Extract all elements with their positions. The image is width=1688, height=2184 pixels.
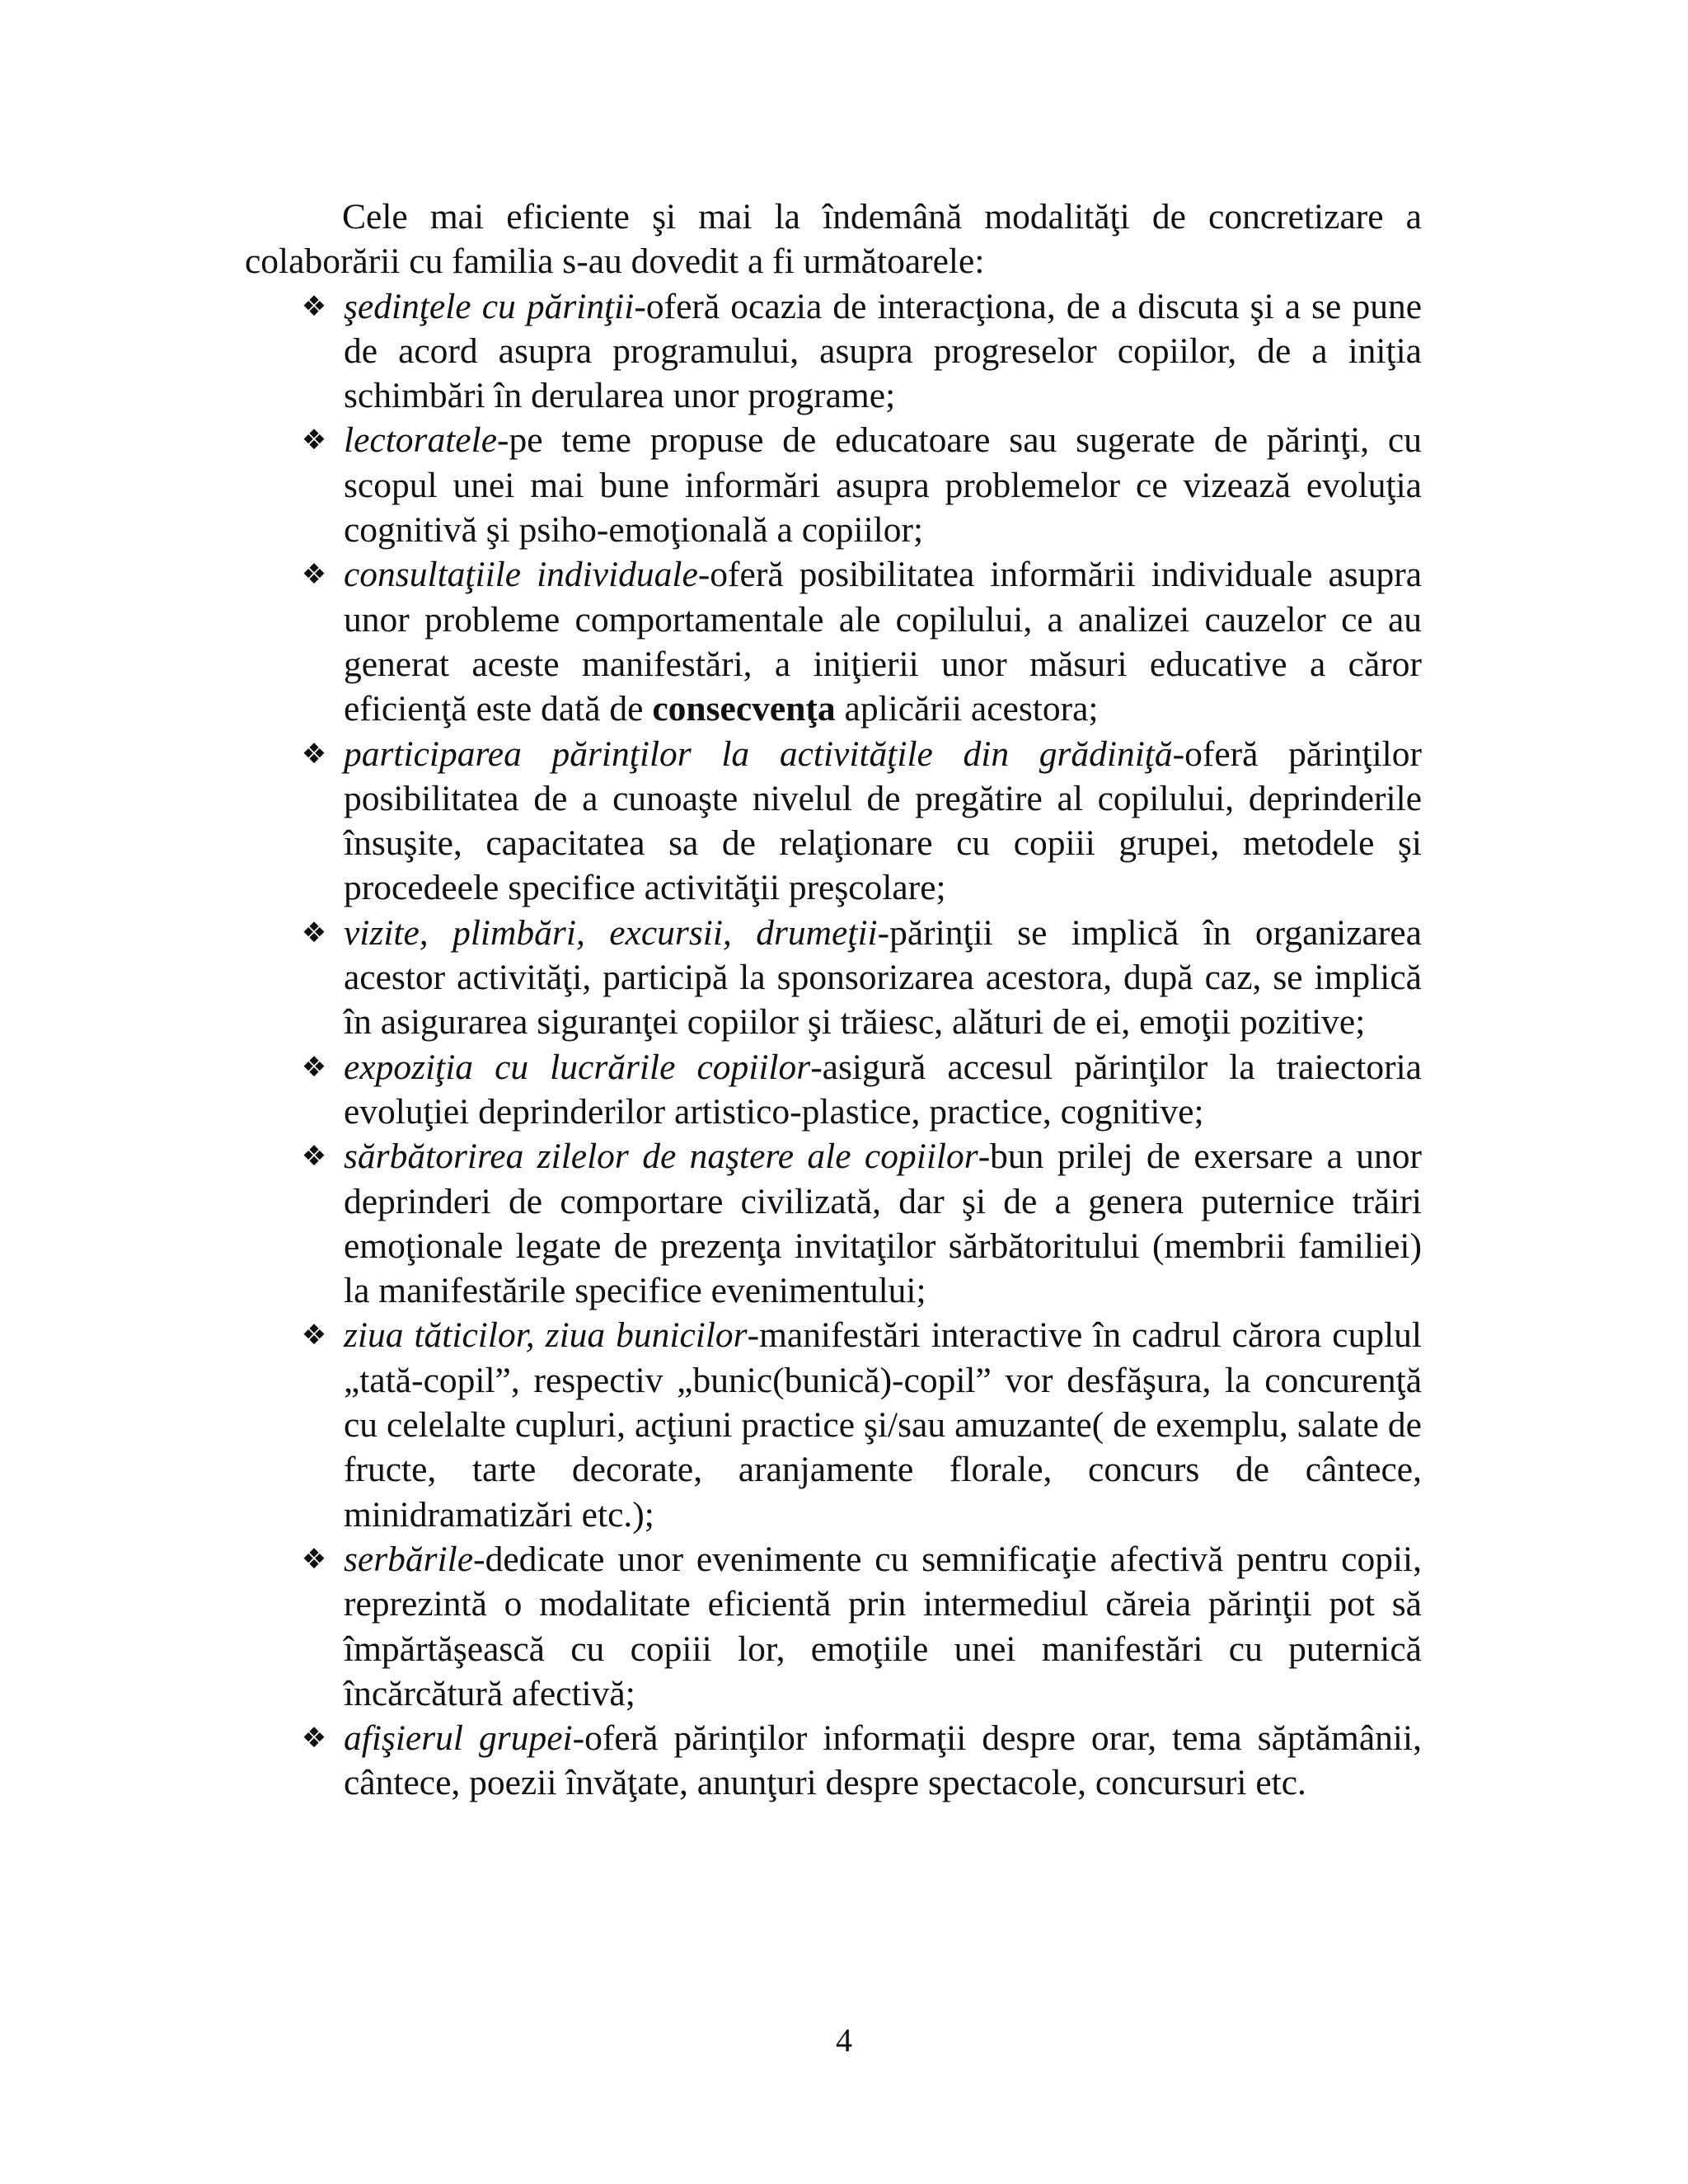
item-text: -pe teme propuse de educatoare sau sugerate de părinţi, cu scopul unei mai bune informări asupra problemelor ce vizează evoluţia cognitivă şi psiho-emoţională a copiilor; xyxy=(344,420,1422,551)
list-item xyxy=(245,732,1422,911)
intro-paragraph: Cele mai eficiente şi mai la îndemână modalităţi de concretizare a colaborării cu familia s-au dovedit a fi următoarele: xyxy=(245,197,1422,282)
diamond-bullet-icon: ❖ xyxy=(301,1319,327,1352)
item-text: -oferă părinţilor informaţii despre orar, tema săptămânii, cântece, poezii învăţate, anunţuri despre spectacole, concursuri etc. xyxy=(344,1718,1422,1803)
item-text: -oferă părinţilor posibilitatea de a cunoaşte nivelul de pregătire al copilului, deprinderile însuşite, capacitatea sa de relaţionare cu copiii grupei, metodele şi procedeele specifice activităţii preşcolare; xyxy=(344,733,1422,908)
diamond-bullet-icon: ❖ xyxy=(301,916,327,949)
list-item xyxy=(245,1045,1422,1135)
item-text: -părinţii se implică în organizarea acestor activităţi, participă la sponsorizarea acestora, după caz, se implică în asigurarea siguranţei copiilor şi trăiesc, alături de ei, emoţii pozitive; xyxy=(344,912,1422,1043)
item-term: lectoratele xyxy=(344,420,498,461)
item-term: expoziţia cu lucrările copiilor xyxy=(344,1047,811,1087)
diamond-bullet-icon: ❖ xyxy=(301,737,327,771)
diamond-bullet-icon: ❖ xyxy=(301,424,327,457)
item-term: serbările xyxy=(344,1539,474,1579)
item-term: sărbătorirea zilelor de naştere ale copiilor xyxy=(344,1137,978,1177)
item-term: ziua tăticilor, ziua bunicilor xyxy=(344,1315,748,1356)
item-text-after: aplicării acestora; xyxy=(835,689,1099,729)
list-item xyxy=(245,911,1422,1045)
item-term: afişierul grupei xyxy=(344,1718,573,1759)
item-term: vizite, plimbări, excursii, drumeţii xyxy=(344,912,878,953)
diamond-bullet-icon: ❖ xyxy=(301,1722,327,1755)
item-text: -oferă ocazia de interacţiona, de a discuta şi a se pune de acord asupra programului, asupra progreselor copiilor, de a iniţia schimbări în derularea unor programe; xyxy=(344,286,1423,416)
list-item xyxy=(245,1313,1422,1536)
list-item xyxy=(245,1716,1422,1806)
page-number: 4 xyxy=(836,2022,852,2059)
item-text: -oferă posibilitatea informării individuale asupra unor probleme comportamentale ale copilului, a analizei cauzelor ce au generat aceste manifestări, a iniţierii unor măsuri educative a căror eficienţă este dată de xyxy=(344,555,1423,729)
body-text xyxy=(245,194,1422,1806)
list-item xyxy=(245,1537,1422,1716)
item-text: -manifestări interactive în cadrul cărora cuplul „tată-copil”, respectiv „bunic(bunică)-copil” vor desfăşura, la concurenţă cu celelalte cupluri, acţiuni practice şi/sau amuzante( de exemplu, salate de fructe, tarte decorate, aranjamente florale, concurs de cântece, minidramatizări etc.); xyxy=(344,1315,1422,1535)
item-term: consultaţiile individuale xyxy=(344,555,698,595)
diamond-bullet-icon: ❖ xyxy=(301,289,327,323)
list-item xyxy=(245,418,1422,552)
item-text: -asigură accesul părinţilor la traiectoria evoluţiei deprinderilor artistico-plastice, practice, cognitive; xyxy=(344,1047,1422,1132)
list-item xyxy=(245,1134,1422,1313)
diamond-bullet-icon: ❖ xyxy=(301,1542,327,1576)
diamond-bullet-icon: ❖ xyxy=(301,558,327,592)
item-term: şedinţele cu părinţii xyxy=(344,286,635,326)
item-text: -bun prilej de exersare a unor deprinderi de comportare civilizată, dar şi de a genera puternice trăiri emoţionale legate de prezenţa invitaţilor sărbătoritului (membrii familiei) la manifestările specifice evenimentului; xyxy=(344,1137,1422,1311)
item-bold-word: consecvenţa xyxy=(652,689,836,729)
diamond-bullet-icon: ❖ xyxy=(301,1140,327,1174)
bullet-list xyxy=(245,284,1422,1806)
item-text: -dedicate unor evenimente cu semnificaţie afectivă pentru copii, reprezintă o modalitate eficientă prin intermediul căreia părinţii pot să împărtăşească cu copiii lor, emoţiile unei manifestări cu puternică încărcătură afectivă; xyxy=(344,1539,1422,1713)
diamond-bullet-icon: ❖ xyxy=(301,1050,327,1084)
item-term: participarea părinţilor la activităţile din grădiniţă xyxy=(344,733,1173,774)
list-item xyxy=(245,284,1422,419)
list-item xyxy=(245,552,1422,731)
